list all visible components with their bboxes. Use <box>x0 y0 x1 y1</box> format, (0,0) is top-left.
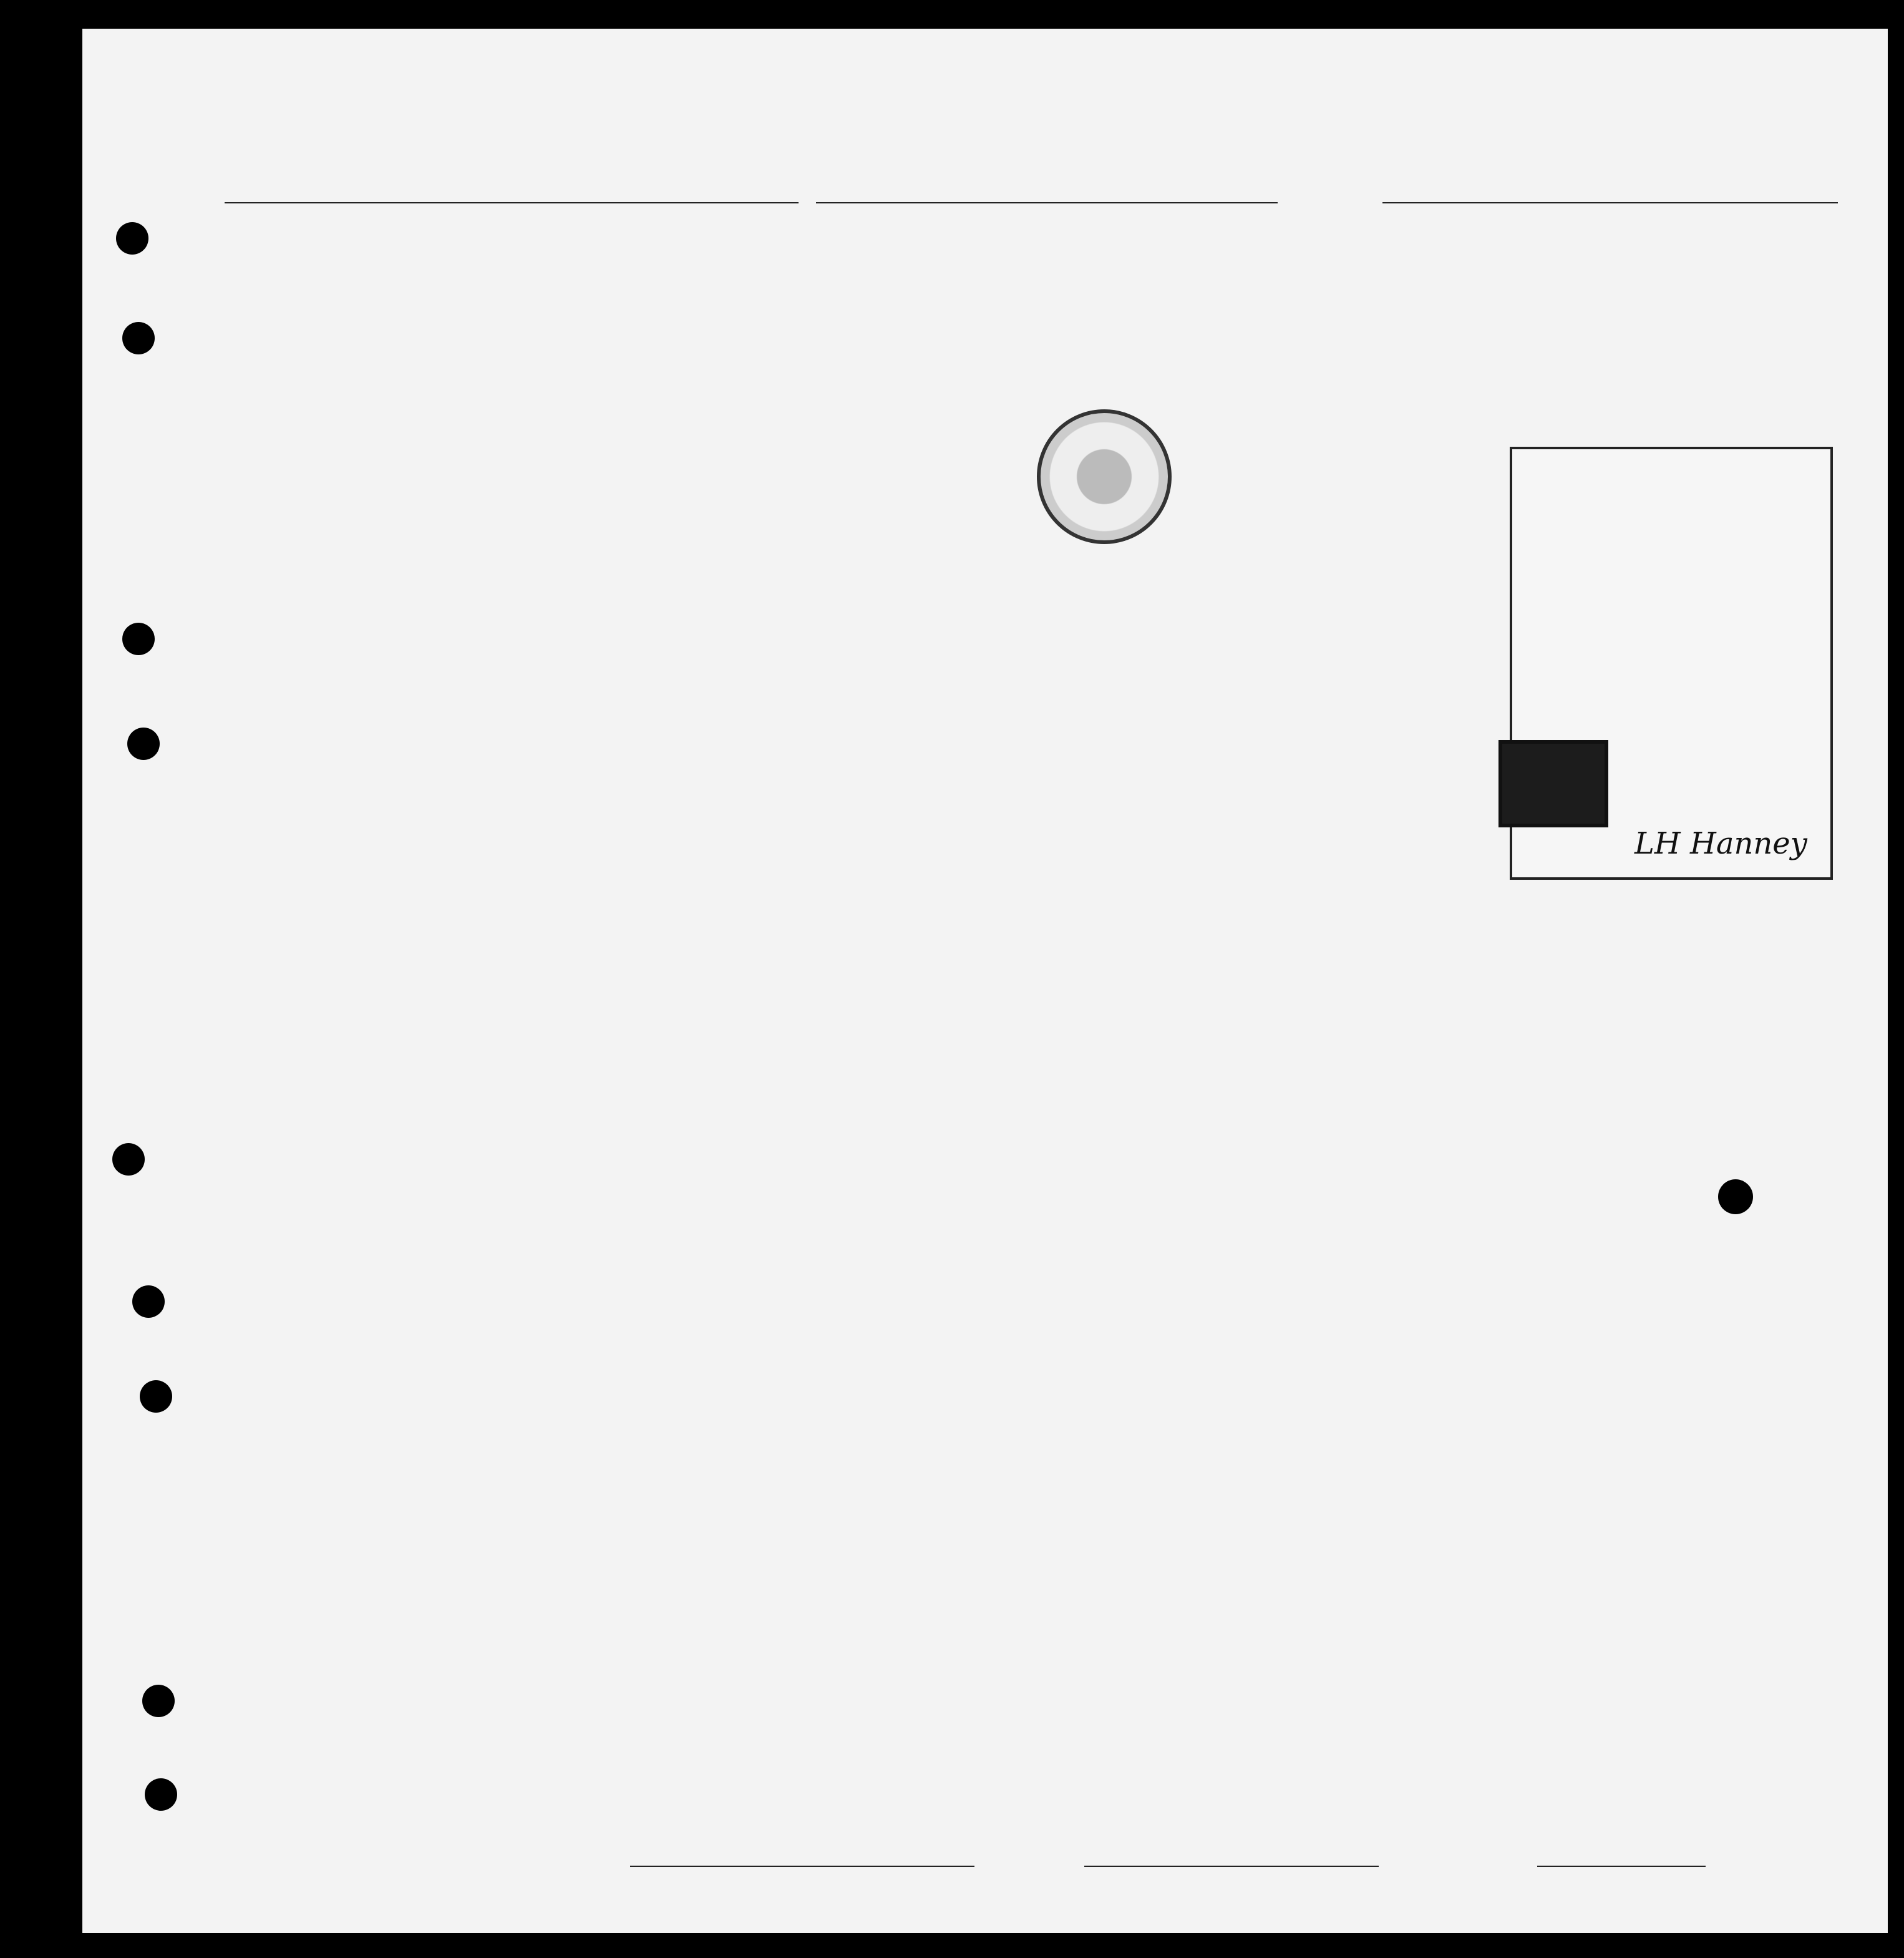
closed-stamp <box>270 465 357 500</box>
consulate-seal <box>1037 409 1172 544</box>
fee-stamp <box>1498 740 1608 827</box>
consul-signature: LH Hanney <box>1634 826 1807 861</box>
